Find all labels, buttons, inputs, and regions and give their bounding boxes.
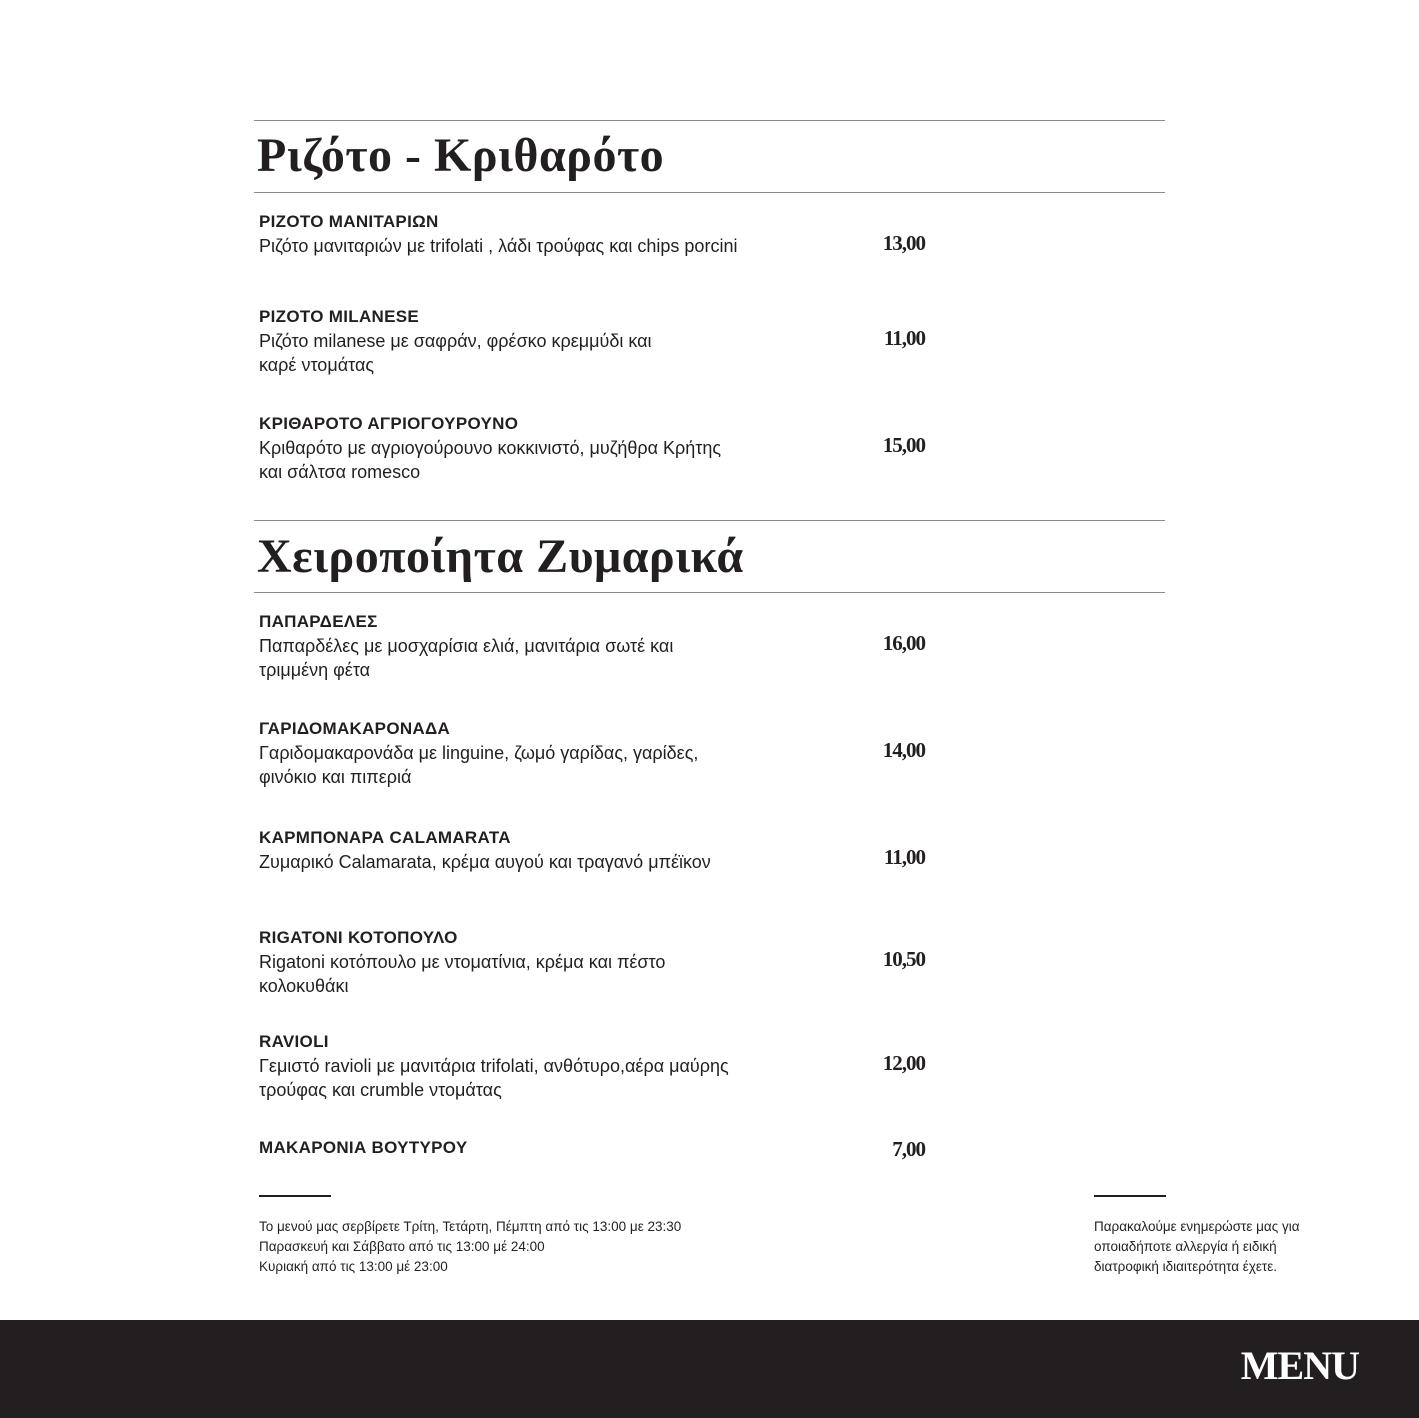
section-title-pasta: Χειροποίητα Ζυμαρικά	[257, 530, 744, 583]
menu-item	[259, 1136, 859, 1160]
hours-line: Το μενού μας σερβίρετε Τρίτη, Τετάρτη, Πέμπτη από τις 13:00 με 23:30	[259, 1219, 682, 1234]
section-bottom-rule	[254, 192, 1165, 193]
item-price: 13,00	[882, 231, 925, 255]
item-name: ΠΑΠΑΡΔΕΛΕΣ	[259, 612, 378, 631]
item-name: ΡΙΖΟΤΟ MILANESE	[259, 307, 420, 326]
item-price: 14,00	[882, 738, 925, 762]
item-price: 16,00	[882, 631, 925, 655]
item-description: καρέ ντομάτας	[259, 355, 375, 375]
footer-divider-right	[1094, 1195, 1166, 1197]
section-top-rule	[254, 120, 1165, 121]
item-name: ΜΑΚΑΡΟΝΙΑ ΒΟΥΤΥΡΟΥ	[259, 1138, 468, 1157]
section-bottom-rule	[254, 592, 1165, 593]
menu-item	[259, 717, 859, 789]
item-description: Γαριδομακαρονάδα με linguine, ζωμό γαρίδας, γαρίδες,	[259, 743, 699, 763]
allergy-note	[1094, 1217, 1300, 1277]
item-price: 12,00	[882, 1051, 925, 1075]
section-top-rule	[254, 520, 1165, 521]
item-description: Ριζότο milanese με σαφράν, φρέσκο κρεμμύδι και	[259, 331, 652, 351]
menu-item	[259, 1030, 859, 1102]
hours-line: Παρασκευή και Σάββατο από τις 13:00 μέ 24:00	[259, 1239, 545, 1254]
menu-item	[259, 610, 859, 682]
menu-label: MENU	[1240, 1343, 1359, 1388]
item-name: RIGATONI ΚΟΤΟΠΟΥΛΟ	[259, 928, 458, 947]
allergy-line: οποιαδήποτε αλλεργία ή ειδική	[1094, 1239, 1277, 1254]
item-description: Κριθαρότο με αγριογούρουνο κοκκινιστό, μυζήθρα Κρήτης	[259, 438, 722, 458]
item-name: ΡΙΖΟΤΟ ΜΑΝΙΤΑΡΙΩΝ	[259, 212, 439, 231]
item-description: Παπαρδέλες με μοσχαρίσια ελιά, μανιτάρια σωτέ και	[259, 636, 674, 656]
item-price: 11,00	[883, 845, 925, 869]
item-price: 7,00	[892, 1137, 925, 1161]
item-price: 11,00	[883, 326, 925, 350]
item-description: φινόκιο και πιπεριά	[259, 767, 412, 787]
menu-item	[259, 926, 859, 998]
menu-item	[259, 305, 859, 377]
menu-item	[259, 210, 859, 258]
item-description: τριμμένη φέτα	[259, 660, 371, 680]
item-description: Rigatoni κοτόπουλο με ντοματίνια, κρέμα και πέστο	[259, 952, 666, 972]
opening-hours-note	[259, 1217, 681, 1277]
hours-line: Κυριακή από τις 13:00 μέ 23:00	[259, 1259, 448, 1274]
item-description: Ριζότο μανιταριών με trifolati , λάδι τρούφας και chips porcini	[259, 236, 738, 256]
item-description: τρούφας και crumble ντομάτας	[259, 1080, 502, 1100]
item-name: RAVIOLI	[259, 1032, 329, 1051]
section-title-risotto: Ριζότο - Κριθαρότο	[257, 129, 665, 182]
item-description: Ζυμαρικό Calamarata, κρέμα αυγού και τραγανό μπέϊκον	[259, 852, 711, 872]
item-name: ΓΑΡΙΔΟΜΑΚΑΡΟΝΑΔΑ	[259, 719, 451, 738]
menu-item	[259, 412, 859, 484]
item-price: 15,00	[882, 433, 925, 457]
item-description: Γεμιστό ravioli με μανιτάρια trifolati, ανθότυρο,αέρα μαύρης	[259, 1056, 729, 1076]
menu-item	[259, 826, 859, 874]
footer-divider-left	[259, 1195, 331, 1197]
bottom-bar	[0, 1320, 1419, 1418]
allergy-line: Παρακαλούμε ενημερώστε μας για	[1094, 1219, 1300, 1234]
allergy-line: διατροφική ιδιαιτερότητα έχετε.	[1094, 1259, 1278, 1274]
item-name: ΚΑΡΜΠΟΝΑΡΑ CALAMARATA	[259, 828, 511, 847]
item-description: κολοκυθάκι	[259, 976, 349, 996]
item-description: και σάλτσα romesco	[259, 462, 421, 482]
item-price: 10,50	[882, 947, 925, 971]
item-name: ΚΡΙΘΑΡΟΤΟ ΑΓΡΙΟΓΟΥΡΟΥΝΟ	[259, 414, 519, 433]
